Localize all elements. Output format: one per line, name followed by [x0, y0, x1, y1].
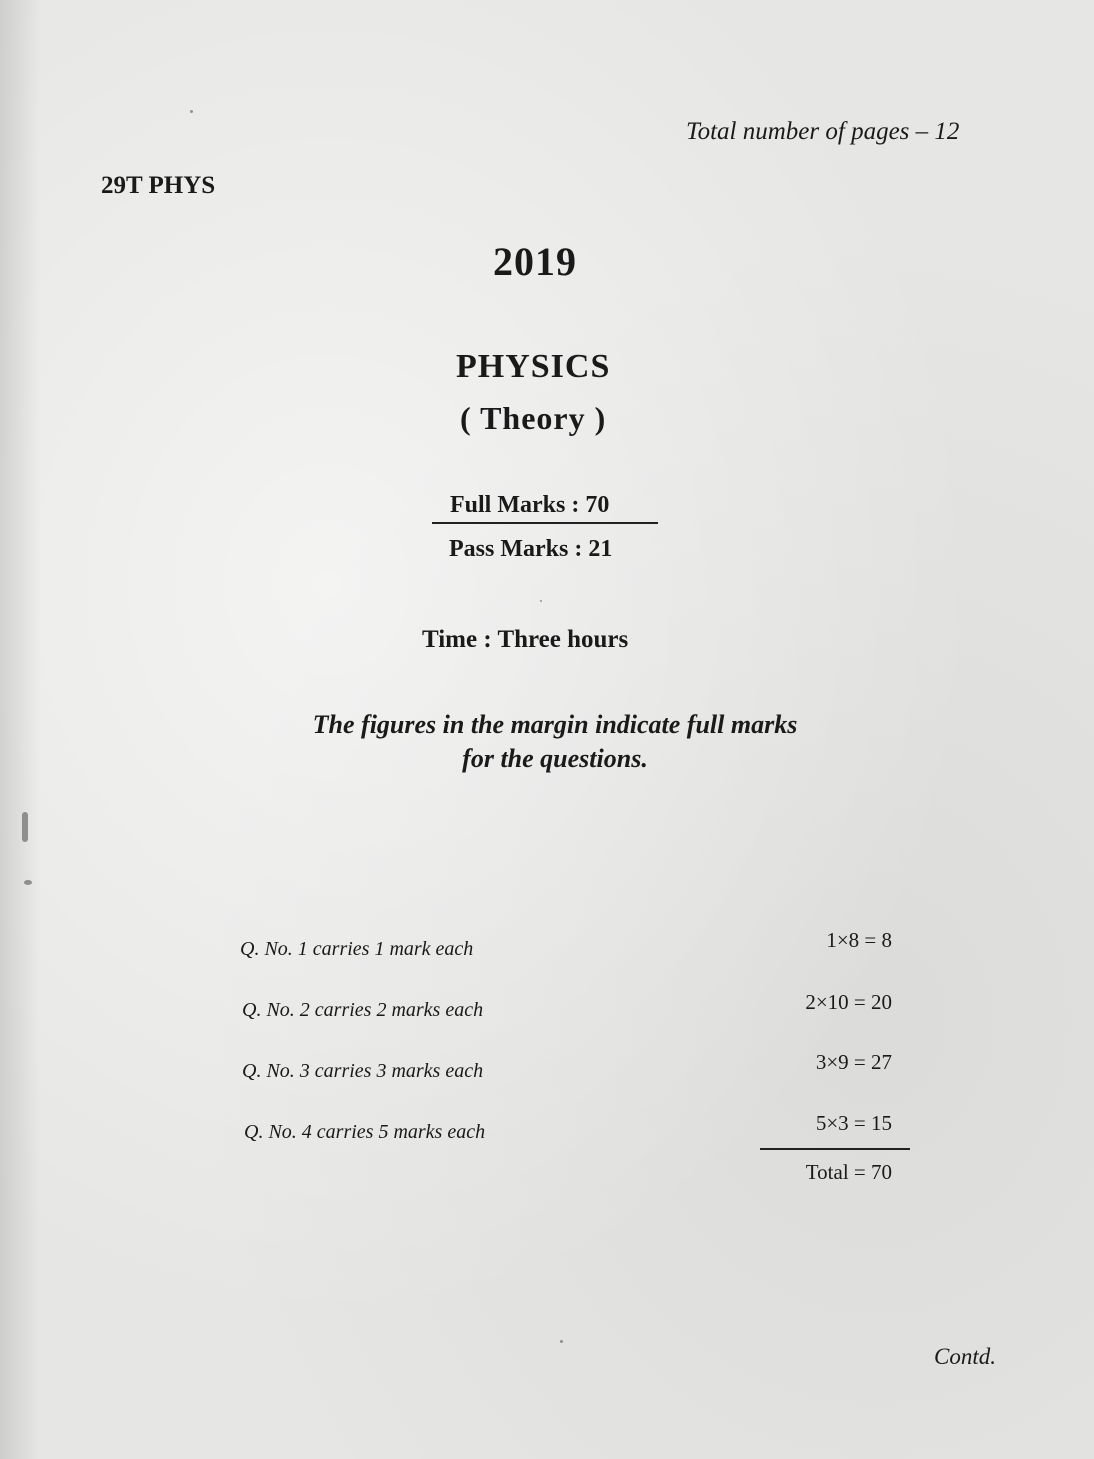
- q4-calc: 5×3 = 15: [815, 1111, 892, 1135]
- scan-speck: [540, 600, 542, 602]
- instruction-line-1: The figures in the margin indicate full marks: [312, 710, 798, 739]
- subject-title: PHYSICS: [456, 348, 611, 385]
- q2-calc: 2×10 = 20: [805, 990, 892, 1014]
- left-edge-shadow: [0, 0, 40, 1459]
- continued-label: Contd.: [934, 1344, 996, 1369]
- scan-speck: [560, 1340, 563, 1343]
- total-pages-label: Total number of pages – 12: [686, 118, 960, 145]
- marks-divider: [432, 522, 658, 524]
- total-marks: Total = 70: [805, 1160, 892, 1184]
- paper-type: ( Theory ): [460, 400, 607, 436]
- q2-label: Q. No. 2 carries 2 marks each: [242, 999, 484, 1021]
- full-marks: Full Marks : 70: [450, 492, 610, 518]
- q1-calc: 1×8 = 8: [826, 928, 892, 952]
- total-divider: [760, 1148, 910, 1150]
- scan-mark: [24, 880, 32, 885]
- scan-mark: [22, 812, 28, 842]
- exam-year: 2019: [493, 239, 577, 284]
- q4-label: Q. No. 4 carries 5 marks each: [244, 1121, 486, 1143]
- instruction-line-2: for the questions.: [462, 744, 648, 773]
- q1-label: Q. No. 1 carries 1 mark each: [240, 938, 474, 960]
- paper-code: 29T PHYS: [101, 172, 216, 199]
- pass-marks: Pass Marks : 21: [449, 536, 613, 562]
- exam-time: Time : Three hours: [422, 626, 629, 653]
- q3-calc: 3×9 = 27: [815, 1050, 892, 1074]
- q3-label: Q. No. 3 carries 3 marks each: [242, 1060, 484, 1082]
- instruction-note: [250, 708, 860, 776]
- scan-speck: [190, 110, 193, 113]
